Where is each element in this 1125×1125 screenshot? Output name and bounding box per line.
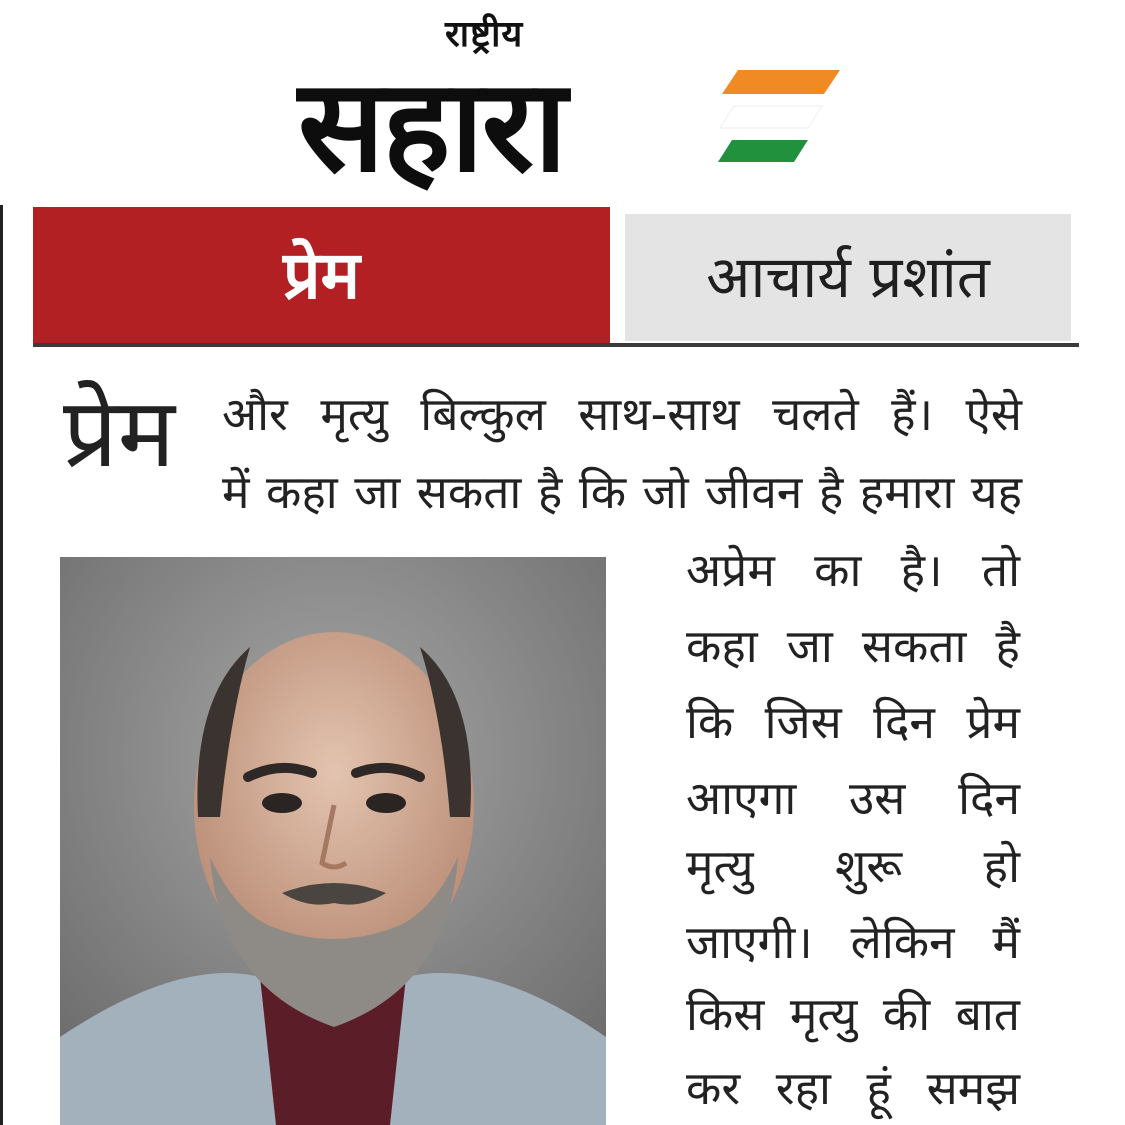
article-column-line: कि जिस दिन प्रेम (686, 695, 1020, 749)
masthead-kicker: राष्ट्रीय (445, 14, 524, 55)
author-photo (60, 557, 606, 1125)
article-column-line: किस मृत्यु की बात (686, 987, 1020, 1041)
column-rule (0, 205, 3, 1125)
author-name: आचार्य प्रशांत (706, 243, 990, 311)
article-lead-line: में कहा जा सकता है कि जो जीवन है हमारा यह (222, 465, 1022, 519)
article-lead-line: और मृत्यु बिल्कुल साथ-साथ चलते हैं। ऐसे (222, 387, 1022, 441)
article-dropcap: प्रेम (63, 377, 176, 489)
section-title: प्रेम (282, 237, 361, 314)
author-header (625, 214, 1071, 341)
header-divider (33, 343, 1079, 347)
section-header (33, 207, 610, 345)
article-column-line: आएगा उस दिन (686, 771, 1020, 825)
masthead (0, 0, 1125, 200)
article-column-line: कर रहा हूं समझ (686, 1061, 1020, 1115)
article-column-line: अप्रेम का है। तो (686, 543, 1020, 597)
tricolor-flag-icon (712, 68, 840, 186)
article-column-line: मृत्यु शुरू हो (686, 839, 1020, 893)
article-column-line: जाएगी। लेकिन मैं (686, 915, 1020, 969)
newspaper-logo: सहारा (298, 52, 566, 201)
article-column-line: कहा जा सकता है (686, 619, 1020, 673)
